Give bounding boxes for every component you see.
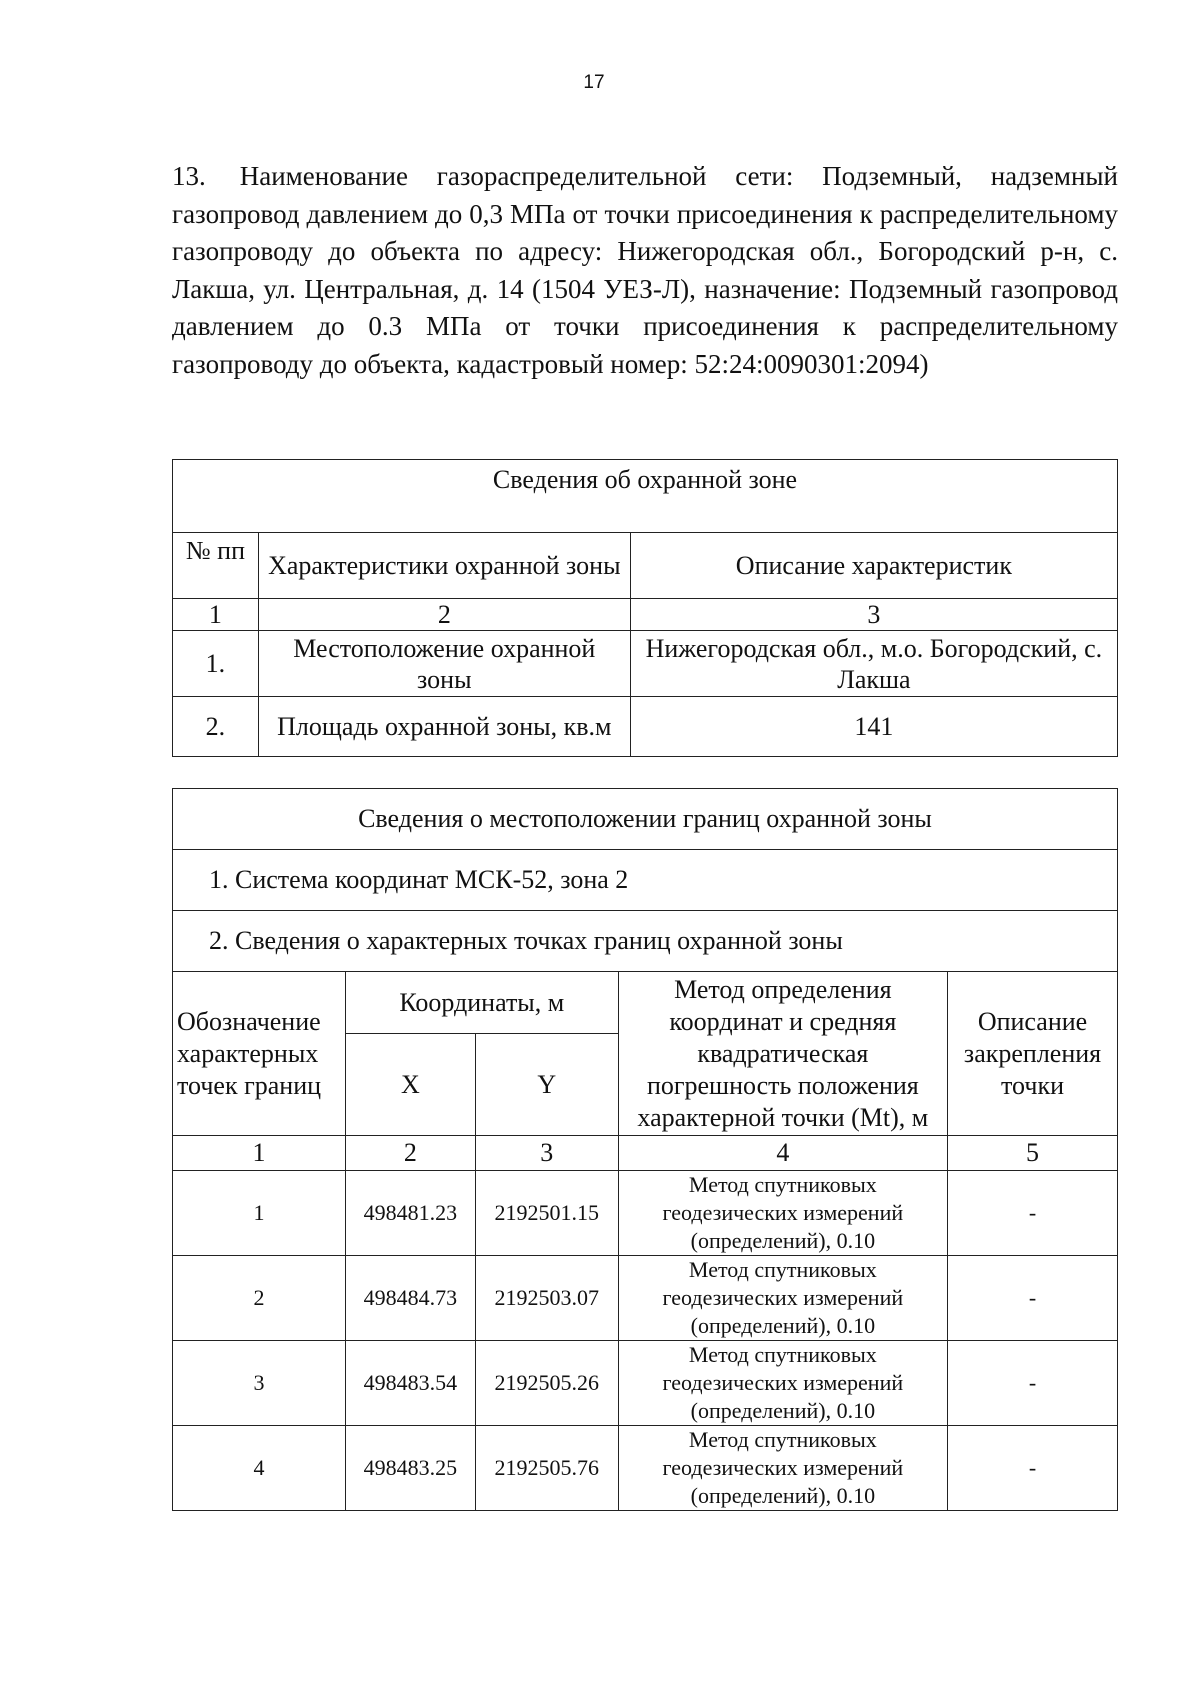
point-y: 2192505.76 <box>475 1426 618 1511</box>
col-number: 1 <box>173 599 259 631</box>
point-id: 4 <box>173 1426 346 1511</box>
page-number: 17 <box>583 72 605 93</box>
paragraph-number: 13. <box>172 161 206 191</box>
header-x: X <box>345 1034 475 1136</box>
col-number: 5 <box>948 1136 1118 1171</box>
row-description: 141 <box>630 697 1117 757</box>
point-id: 1 <box>173 1171 346 1256</box>
col-number: 3 <box>630 599 1117 631</box>
protection-zone-table <box>172 459 1118 757</box>
point-x: 498484.73 <box>345 1256 475 1341</box>
table-row <box>173 1426 1118 1511</box>
point-y: 2192505.26 <box>475 1341 618 1426</box>
col-number: 4 <box>618 1136 947 1171</box>
point-method: Метод спутниковых геодезических измерений (определений), 0.10 <box>618 1256 947 1341</box>
header-coordinates: Координаты, м <box>345 972 618 1034</box>
coordinate-system: 1. Система координат МСК-52, зона 2 <box>173 850 1118 911</box>
row-description: Нижегородская обл., м.о. Богородский, с. Лакша <box>630 631 1117 697</box>
paragraph-text: Наименование газораспределительной сети: Подземный, надземный газопровод давлением до 0,3 МПа от точки присоединения к распределительному газопроводу до объекта по адресу: Нижегородская обл., Богородский р-н, с. Лакша, ул. Центральная, д. 14 (1504 УЕЗ-Л), назначение: Подземный газопровод давлением до 0.3 МПа от точки присоединения к распределительному газопроводу до объекта, кадастровый номер: 52:24:0090301:2094) <box>172 161 1118 379</box>
row-characteristic: Местоположение охранной зоны <box>258 631 630 697</box>
header-fixing: Описание закрепления точки <box>948 972 1118 1136</box>
boundary-table-title: Сведения о местоположении границ охранной зоны <box>173 789 1118 850</box>
table-row <box>173 697 1118 757</box>
table-row <box>173 631 1118 697</box>
row-number: 1. <box>173 631 259 697</box>
header-characteristics: Характеристики охранной зоны <box>258 533 630 599</box>
point-fixing: - <box>948 1426 1118 1511</box>
point-fixing: - <box>948 1256 1118 1341</box>
header-method: Метод определения координат и средняя квадратическая погрешность положения характерной точки (Mt), м <box>618 972 947 1136</box>
point-y: 2192503.07 <box>475 1256 618 1341</box>
point-method: Метод спутниковых геодезических измерений (определений), 0.10 <box>618 1426 947 1511</box>
point-y: 2192501.15 <box>475 1171 618 1256</box>
header-designation: Обозначение характерных точек границ <box>173 972 346 1136</box>
row-number: 2. <box>173 697 259 757</box>
characteristic-points-heading: 2. Сведения о характерных точках границ охранной зоны <box>173 911 1118 972</box>
col-number: 1 <box>173 1136 346 1171</box>
point-method: Метод спутниковых геодезических измерений (определений), 0.10 <box>618 1341 947 1426</box>
table-row <box>173 1256 1118 1341</box>
table-row <box>173 1341 1118 1426</box>
boundary-table <box>172 788 1118 1511</box>
col-number: 2 <box>345 1136 475 1171</box>
table-row <box>173 1171 1118 1256</box>
zone-table-title: Сведения об охранной зоне <box>173 460 1118 533</box>
header-y: Y <box>475 1034 618 1136</box>
point-x: 498483.25 <box>345 1426 475 1511</box>
section-paragraph <box>172 158 1118 383</box>
point-x: 498483.54 <box>345 1341 475 1426</box>
point-id: 3 <box>173 1341 346 1426</box>
point-fixing: - <box>948 1171 1118 1256</box>
point-fixing: - <box>948 1341 1118 1426</box>
point-id: 2 <box>173 1256 346 1341</box>
header-row-number: № пп <box>173 533 259 599</box>
row-characteristic: Площадь охранной зоны, кв.м <box>258 697 630 757</box>
point-method: Метод спутниковых геодезических измерений (определений), 0.10 <box>618 1171 947 1256</box>
col-number: 2 <box>258 599 630 631</box>
header-description: Описание характеристик <box>630 533 1117 599</box>
point-x: 498481.23 <box>345 1171 475 1256</box>
col-number: 3 <box>475 1136 618 1171</box>
